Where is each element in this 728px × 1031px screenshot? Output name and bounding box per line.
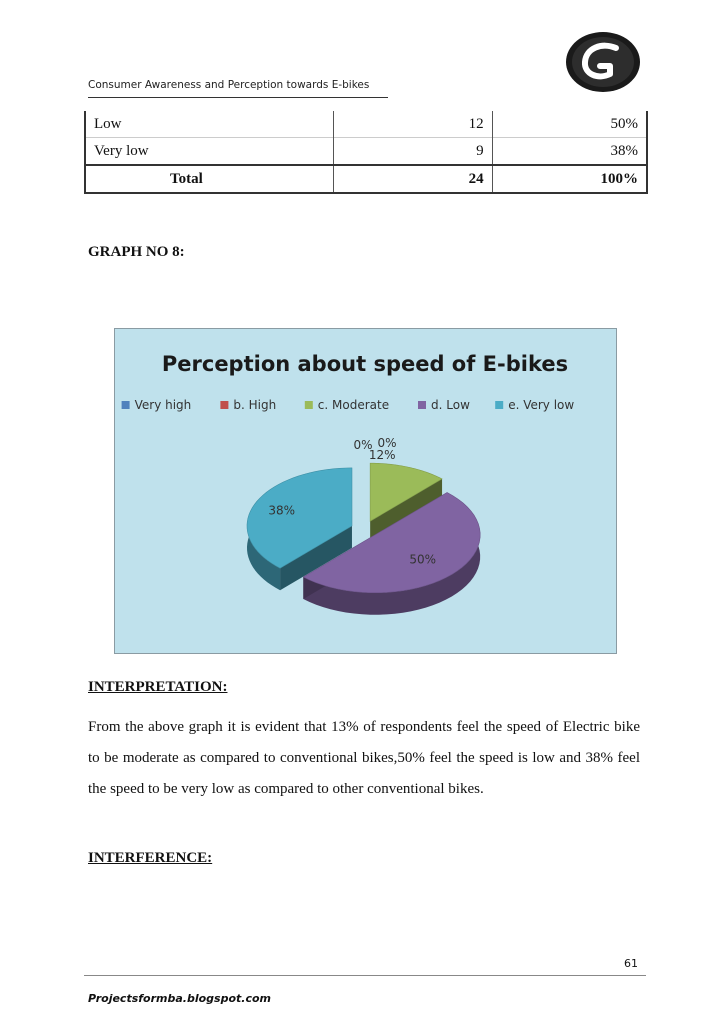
- row-label: Low: [85, 111, 333, 138]
- pie-chart: [114, 328, 617, 654]
- legend-entry: Very high: [134, 398, 192, 412]
- row-percent: 38%: [492, 138, 647, 166]
- data-label: 50%: [409, 552, 437, 567]
- total-count: 24: [333, 165, 492, 193]
- document-header-title: Consumer Awareness and Perception towards E-bikes: [88, 79, 370, 91]
- pie-slices: [247, 463, 480, 615]
- row-count: 12: [333, 111, 492, 138]
- table-total-row: [85, 165, 647, 193]
- header-underline: [88, 97, 388, 98]
- page-number: 61: [624, 957, 638, 970]
- chart-title: Perception about speed of E-bikes: [161, 352, 569, 376]
- pie-chart-svg: [115, 329, 616, 653]
- graph-heading: GRAPH NO 8:: [88, 244, 185, 260]
- row-percent: 50%: [492, 111, 647, 138]
- total-percent: 100%: [492, 165, 647, 193]
- data-label: 0%: [377, 436, 397, 450]
- legend-entry: b. High: [233, 398, 277, 412]
- interference-heading: INTERFERENCE:: [88, 850, 213, 866]
- chart-legend: [122, 398, 575, 412]
- interpretation-text: From the above graph it is evident that 13% of respondents feel the speed of Electric bike to be moderate as compared to conventional bikes,50% feel the speed is low and 38% feel the speed to be very low as compared to other conventional bikes.: [88, 719, 640, 797]
- data-label: 38%: [268, 503, 296, 518]
- data-label: 0%: [353, 438, 373, 452]
- row-label: Very low: [85, 138, 333, 166]
- table-row: [85, 111, 647, 138]
- total-label: Total: [85, 165, 333, 193]
- legend-swatch: [220, 401, 228, 409]
- logo-icon: [564, 30, 642, 94]
- response-table: [84, 111, 648, 194]
- data-label: 12%: [368, 448, 396, 463]
- table-row: [85, 138, 647, 166]
- legend-swatch: [122, 401, 130, 409]
- legend-swatch: [305, 401, 313, 409]
- legend-swatch: [495, 401, 503, 409]
- footer-divider: [84, 975, 646, 976]
- interpretation-heading: INTERPRETATION:: [88, 679, 228, 695]
- legend-swatch: [418, 401, 426, 409]
- legend-entry: c. Moderate: [317, 398, 390, 412]
- legend-entry: e. Very low: [508, 398, 575, 412]
- footer-text: Projectsformba.blogspot.com: [88, 992, 271, 1005]
- row-count: 9: [333, 138, 492, 166]
- legend-entry: d. Low: [431, 398, 470, 412]
